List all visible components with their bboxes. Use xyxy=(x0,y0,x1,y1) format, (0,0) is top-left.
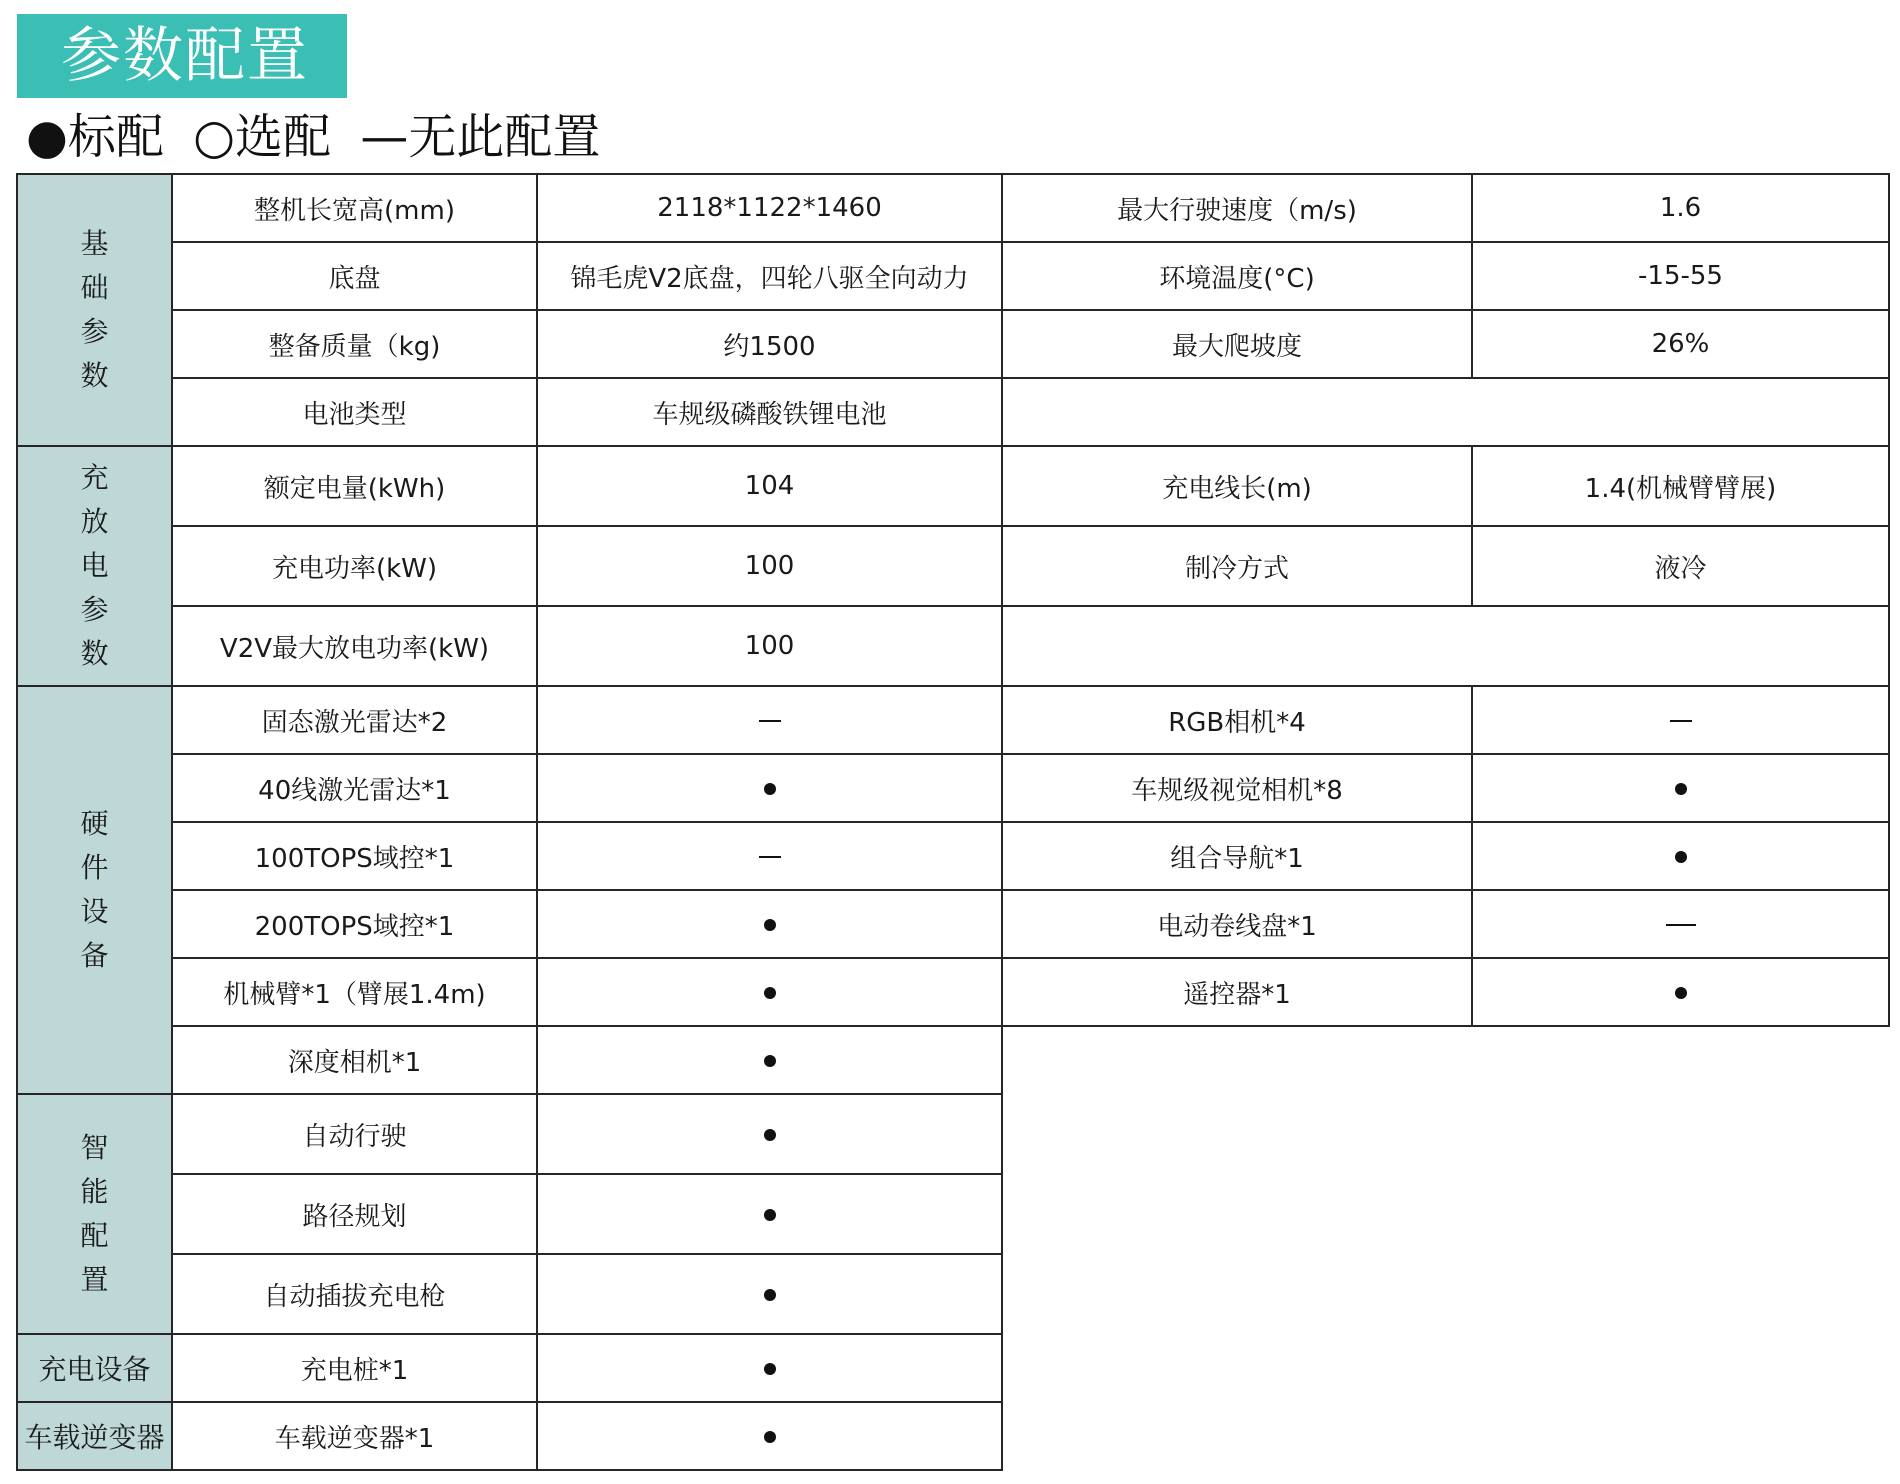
category-char: 础 xyxy=(80,271,109,304)
param-label: 遥控器*1 xyxy=(1002,958,1472,1026)
param-value: 车规级磷酸铁锂电池 xyxy=(537,378,1002,446)
param-label: 40线激光雷达*1 xyxy=(172,754,537,822)
standard-mark-icon xyxy=(764,919,776,931)
category-char: 备 xyxy=(80,939,109,972)
table-row xyxy=(17,1254,1889,1334)
param-value: 液冷 xyxy=(1472,526,1889,606)
config-mark xyxy=(1472,686,1889,754)
param-label: 路径规划 xyxy=(172,1174,537,1254)
param-label: 最大行驶速度（m/s) xyxy=(1002,174,1472,242)
config-mark xyxy=(537,1174,1002,1254)
param-label: RGB相机*4 xyxy=(1002,686,1472,754)
param-label: 200TOPS域控*1 xyxy=(172,890,537,958)
empty-cell xyxy=(1002,606,1889,686)
category-char: 能 xyxy=(80,1175,109,1208)
category-char: 件 xyxy=(80,851,109,884)
empty-area xyxy=(1002,1094,1889,1174)
category-char: 放 xyxy=(80,505,109,538)
table-row xyxy=(17,1026,1889,1094)
table-row xyxy=(17,958,1889,1026)
param-label: 最大爬坡度 xyxy=(1002,310,1472,378)
standard-mark-icon xyxy=(764,1431,776,1443)
empty-area xyxy=(1002,1334,1889,1402)
spec-table xyxy=(16,173,1890,1471)
config-mark xyxy=(537,754,1002,822)
param-value: 104 xyxy=(537,446,1002,526)
category-charger: 充电设备 xyxy=(17,1334,172,1402)
param-value: 1.4(机械臂臂展) xyxy=(1472,446,1889,526)
param-label: 充电功率(kW) xyxy=(172,526,537,606)
config-mark xyxy=(537,1334,1002,1402)
standard-mark-icon xyxy=(764,987,776,999)
table-row xyxy=(17,310,1889,378)
legend xyxy=(26,106,600,168)
standard-mark-icon xyxy=(764,1363,776,1375)
standard-mark-icon xyxy=(764,783,776,795)
config-mark xyxy=(537,822,1002,890)
param-label: 固态激光雷达*2 xyxy=(172,686,537,754)
category-char: 智 xyxy=(80,1131,109,1164)
param-label: 制冷方式 xyxy=(1002,526,1472,606)
category-inverter: 车载逆变器 xyxy=(17,1402,172,1470)
category-char: 设 xyxy=(80,895,109,928)
param-label: 充电桩*1 xyxy=(172,1334,537,1402)
param-label: 深度相机*1 xyxy=(172,1026,537,1094)
empty-cell xyxy=(1002,378,1889,446)
param-value: 锦毛虎V2底盘，四轮八驱全向动力 xyxy=(537,242,1002,310)
category-label xyxy=(18,802,171,978)
legend-standard: ●标配 xyxy=(26,109,164,165)
config-mark xyxy=(1472,958,1889,1026)
param-label: 电动卷线盘*1 xyxy=(1002,890,1472,958)
table-row xyxy=(17,606,1889,686)
config-mark xyxy=(537,1094,1002,1174)
category-charging xyxy=(17,446,172,686)
empty-area xyxy=(1002,1402,1889,1470)
param-value: 26% xyxy=(1472,310,1889,378)
category-char: 置 xyxy=(80,1263,109,1296)
category-hardware xyxy=(17,686,172,1094)
config-mark xyxy=(537,1254,1002,1334)
table-row xyxy=(17,890,1889,958)
standard-mark-icon xyxy=(764,1129,776,1141)
standard-mark-icon xyxy=(764,1209,776,1221)
category-char: 配 xyxy=(80,1219,109,1252)
category-label xyxy=(18,222,171,398)
param-value: 约1500 xyxy=(537,310,1002,378)
category-char: 数 xyxy=(80,637,109,670)
none-mark-icon xyxy=(1670,720,1692,722)
table-row xyxy=(17,754,1889,822)
param-label: 自动插拔充电枪 xyxy=(172,1254,537,1334)
config-mark xyxy=(537,890,1002,958)
param-value: 100 xyxy=(537,526,1002,606)
table-row xyxy=(17,174,1889,242)
table-row xyxy=(17,1334,1889,1402)
param-label: 充电线长(m) xyxy=(1002,446,1472,526)
standard-mark-icon xyxy=(1675,851,1687,863)
param-label: 整机长宽高(mm) xyxy=(172,174,537,242)
category-char: 电 xyxy=(80,549,109,582)
param-label: 整备质量（kg) xyxy=(172,310,537,378)
legend-none: —无此配置 xyxy=(360,109,601,165)
config-mark xyxy=(537,1402,1002,1470)
param-label: 机械臂*1（臂展1.4m) xyxy=(172,958,537,1026)
table-row xyxy=(17,686,1889,754)
param-label: 电池类型 xyxy=(172,378,537,446)
table-row xyxy=(17,822,1889,890)
empty-area xyxy=(1002,1174,1889,1254)
category-label xyxy=(18,456,171,676)
page-title: 参数配置 xyxy=(17,14,347,98)
category-char: 参 xyxy=(80,593,109,626)
standard-mark-icon xyxy=(764,1055,776,1067)
category-label xyxy=(18,1126,171,1302)
table-row xyxy=(17,378,1889,446)
table-row xyxy=(17,1174,1889,1254)
config-mark xyxy=(537,958,1002,1026)
param-value: 2118*1122*1460 xyxy=(537,174,1002,242)
param-value: 1.6 xyxy=(1472,174,1889,242)
param-label: 自动行驶 xyxy=(172,1094,537,1174)
config-mark xyxy=(537,1026,1002,1094)
category-char: 参 xyxy=(80,315,109,348)
category-char: 充 xyxy=(80,461,109,494)
none-mark-icon xyxy=(759,720,781,722)
category-char: 硬 xyxy=(80,807,109,840)
param-value: -15-55 xyxy=(1472,242,1889,310)
param-label: 环境温度(°C) xyxy=(1002,242,1472,310)
table-row xyxy=(17,446,1889,526)
category-basic xyxy=(17,174,172,446)
category-smart xyxy=(17,1094,172,1334)
table-row xyxy=(17,1402,1889,1470)
config-mark xyxy=(537,686,1002,754)
param-value: 100 xyxy=(537,606,1002,686)
param-label: 车规级视觉相机*8 xyxy=(1002,754,1472,822)
category-char: 数 xyxy=(80,359,109,392)
param-label: 额定电量(kWh) xyxy=(172,446,537,526)
param-label: 100TOPS域控*1 xyxy=(172,822,537,890)
category-char: 基 xyxy=(80,227,109,260)
param-label: 组合导航*1 xyxy=(1002,822,1472,890)
config-mark xyxy=(1472,754,1889,822)
table-row xyxy=(17,1094,1889,1174)
config-mark xyxy=(1472,822,1889,890)
config-mark xyxy=(1472,890,1889,958)
standard-mark-icon xyxy=(1675,987,1687,999)
table-row xyxy=(17,526,1889,606)
param-label: 车载逆变器*1 xyxy=(172,1402,537,1470)
legend-optional: ○选配 xyxy=(193,109,332,165)
table-row xyxy=(17,242,1889,310)
standard-mark-icon xyxy=(764,1289,776,1301)
none-mark-icon xyxy=(759,856,781,858)
empty-area xyxy=(1002,1254,1889,1334)
none-mark-icon xyxy=(1666,924,1696,926)
param-label: V2V最大放电功率(kW) xyxy=(172,606,537,686)
empty-area xyxy=(1002,1026,1889,1094)
param-label: 底盘 xyxy=(172,242,537,310)
standard-mark-icon xyxy=(1675,783,1687,795)
